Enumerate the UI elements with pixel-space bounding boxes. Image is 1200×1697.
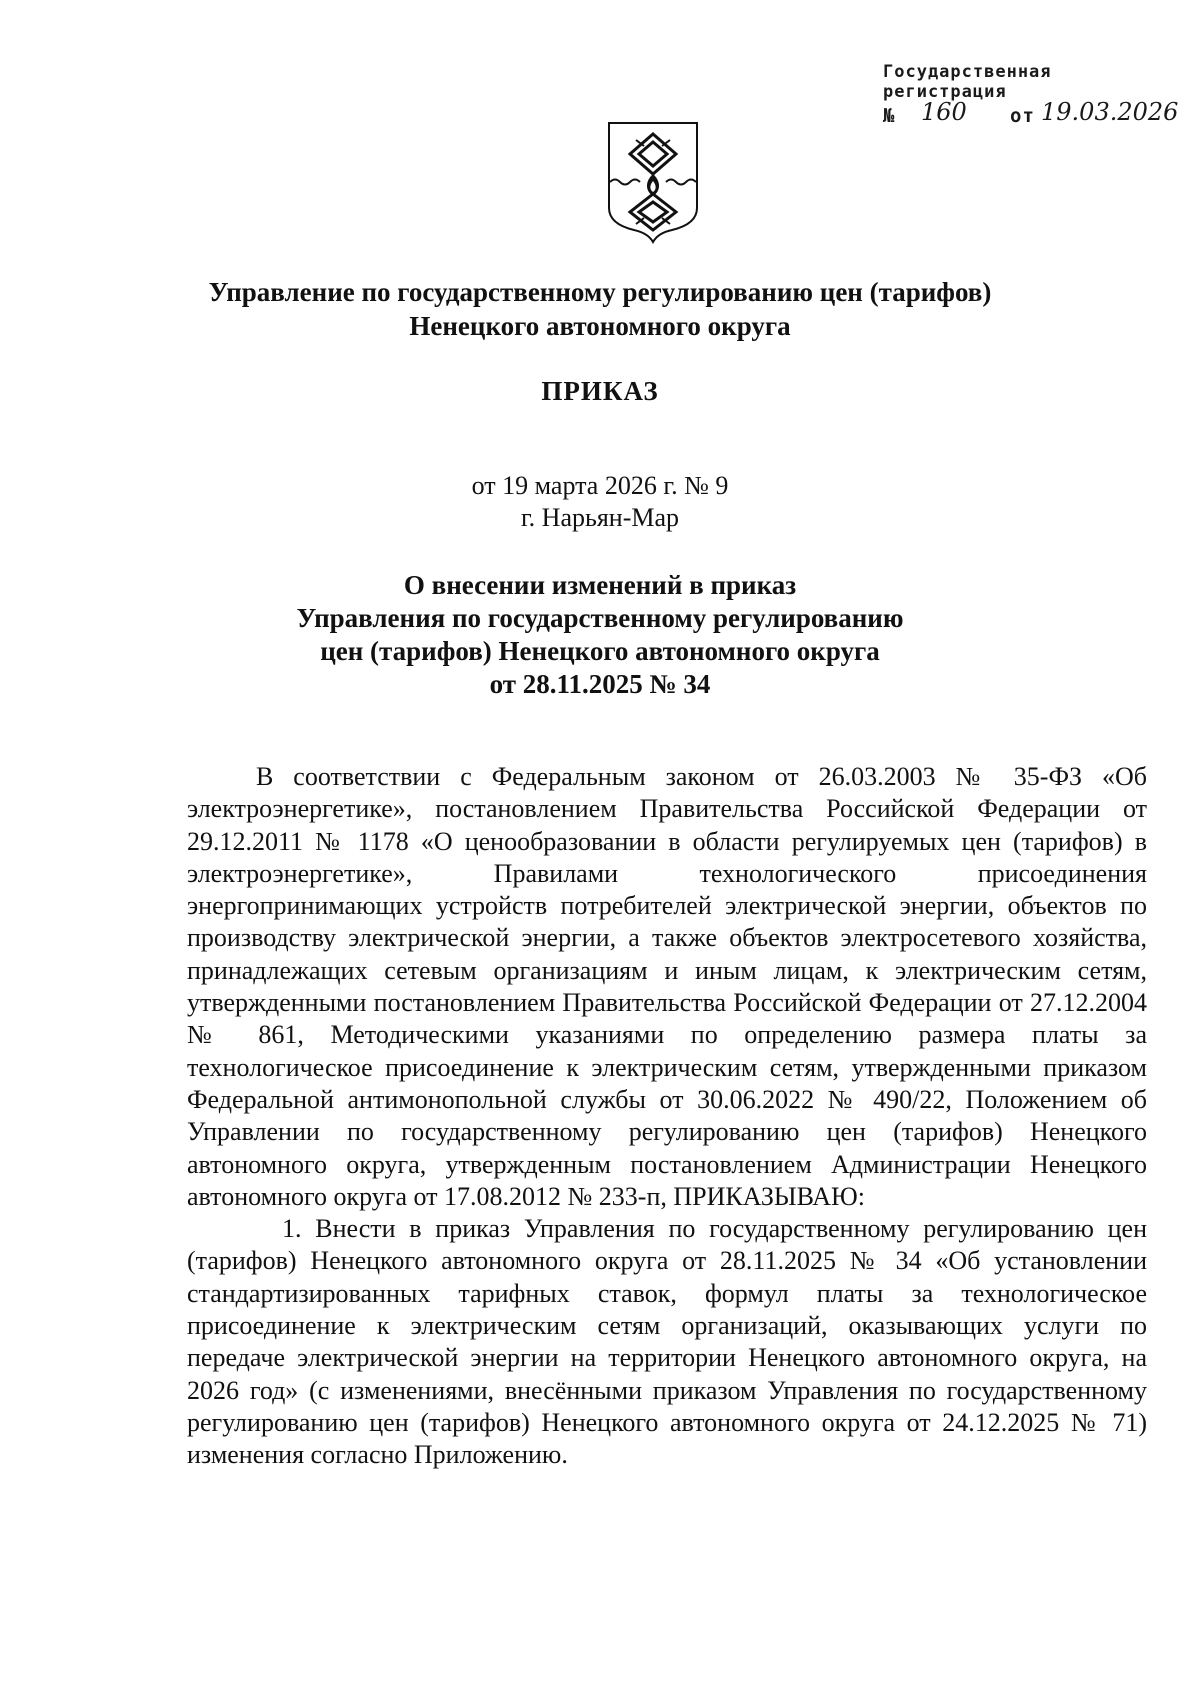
item-1-paragraph: 1. Внести в приказ Управления по государственному регулированию цен (тарифов) Ненецкого автономного округа от 28.11.2025 № 34 «Об установлении стандартизированных тарифных ставок, формул платы за технологическое присоединение к электрическим сетям организаций, оказывающих услуги по передаче электрической энергии на территории Ненецкого автономного округа, на 2026 год» (с изменениями, внесёнными приказом Управления по государственному регулированию цен (тарифов) Ненецкого автономного округа от 24.12.2025 № 71) изменения согласно Приложению.	[187, 1214, 1147, 1470]
subject-line-3: цен (тарифов) Ненецкого автономного округа	[320, 636, 880, 666]
nenets-coat-of-arms-icon	[606, 120, 700, 244]
stamp-line-1: Государственная	[883, 62, 1052, 82]
stamp-date-label: от	[1010, 105, 1035, 127]
document-body	[187, 761, 1147, 1472]
organization-name	[0, 275, 1200, 343]
document-date-number: от 19 марта 2026 г. № 9	[471, 471, 729, 500]
subject-line-1: О внесении изменений в приказ	[403, 570, 797, 600]
stamp-line-3	[883, 98, 1183, 132]
subject-line-4: от 28.11.2025 № 34	[489, 669, 711, 699]
stamp-number-sign: №	[883, 105, 896, 127]
document-subject	[0, 569, 1200, 701]
document-city: г. Нарьян-Мар	[520, 503, 680, 532]
registration-stamp	[883, 62, 1183, 132]
org-line-2: Ненецкого автономного округа	[409, 311, 791, 341]
stamp-number: 160	[921, 98, 967, 126]
stamp-line-2: регистрация	[883, 82, 1007, 102]
preamble-paragraph: В соответствии с Федеральным законом от 26.03.2003 № 35-ФЗ «Об электроэнергетике», постановлением Правительства Российской Федерации от 29.12.2011 № 1178 «О ценообразовании в области регулируемых цен (тарифов) в электроэнергетике», Правилами технологического присоединения энергопринимающих устройств потребителей электрической энергии, объектов по производству электрической энергии, а также объектов электросетевого хозяйства, принадлежащих сетевым организациям и иным лицам, к электрическим сетям, утвержденными постановлением Правительства Российской Федерации от 27.12.2004 № 861, Методическими указаниями по определению размера платы за технологическое присоединение к электрическим сетям, утвержденными приказом Федеральной антимонопольной службы от 30.06.2022 № 490/22, Положением об Управлении по государственному регулированию цен (тарифов) Ненецкого автономного округа, утвержденным постановлением Администрации Ненецкого автономного округа от 17.08.2012 № 233-п, ПРИКАЗЫВАЮ:	[187, 762, 1147, 1211]
org-line-1: Управление по государственному регулированию цен (тарифов)	[208, 277, 992, 307]
subject-line-2: Управления по государственному регулированию	[296, 603, 904, 633]
stamp-date: 19.03.2026	[1041, 98, 1179, 126]
document-type: ПРИКАЗ	[541, 376, 659, 406]
date-and-place	[0, 470, 1200, 534]
